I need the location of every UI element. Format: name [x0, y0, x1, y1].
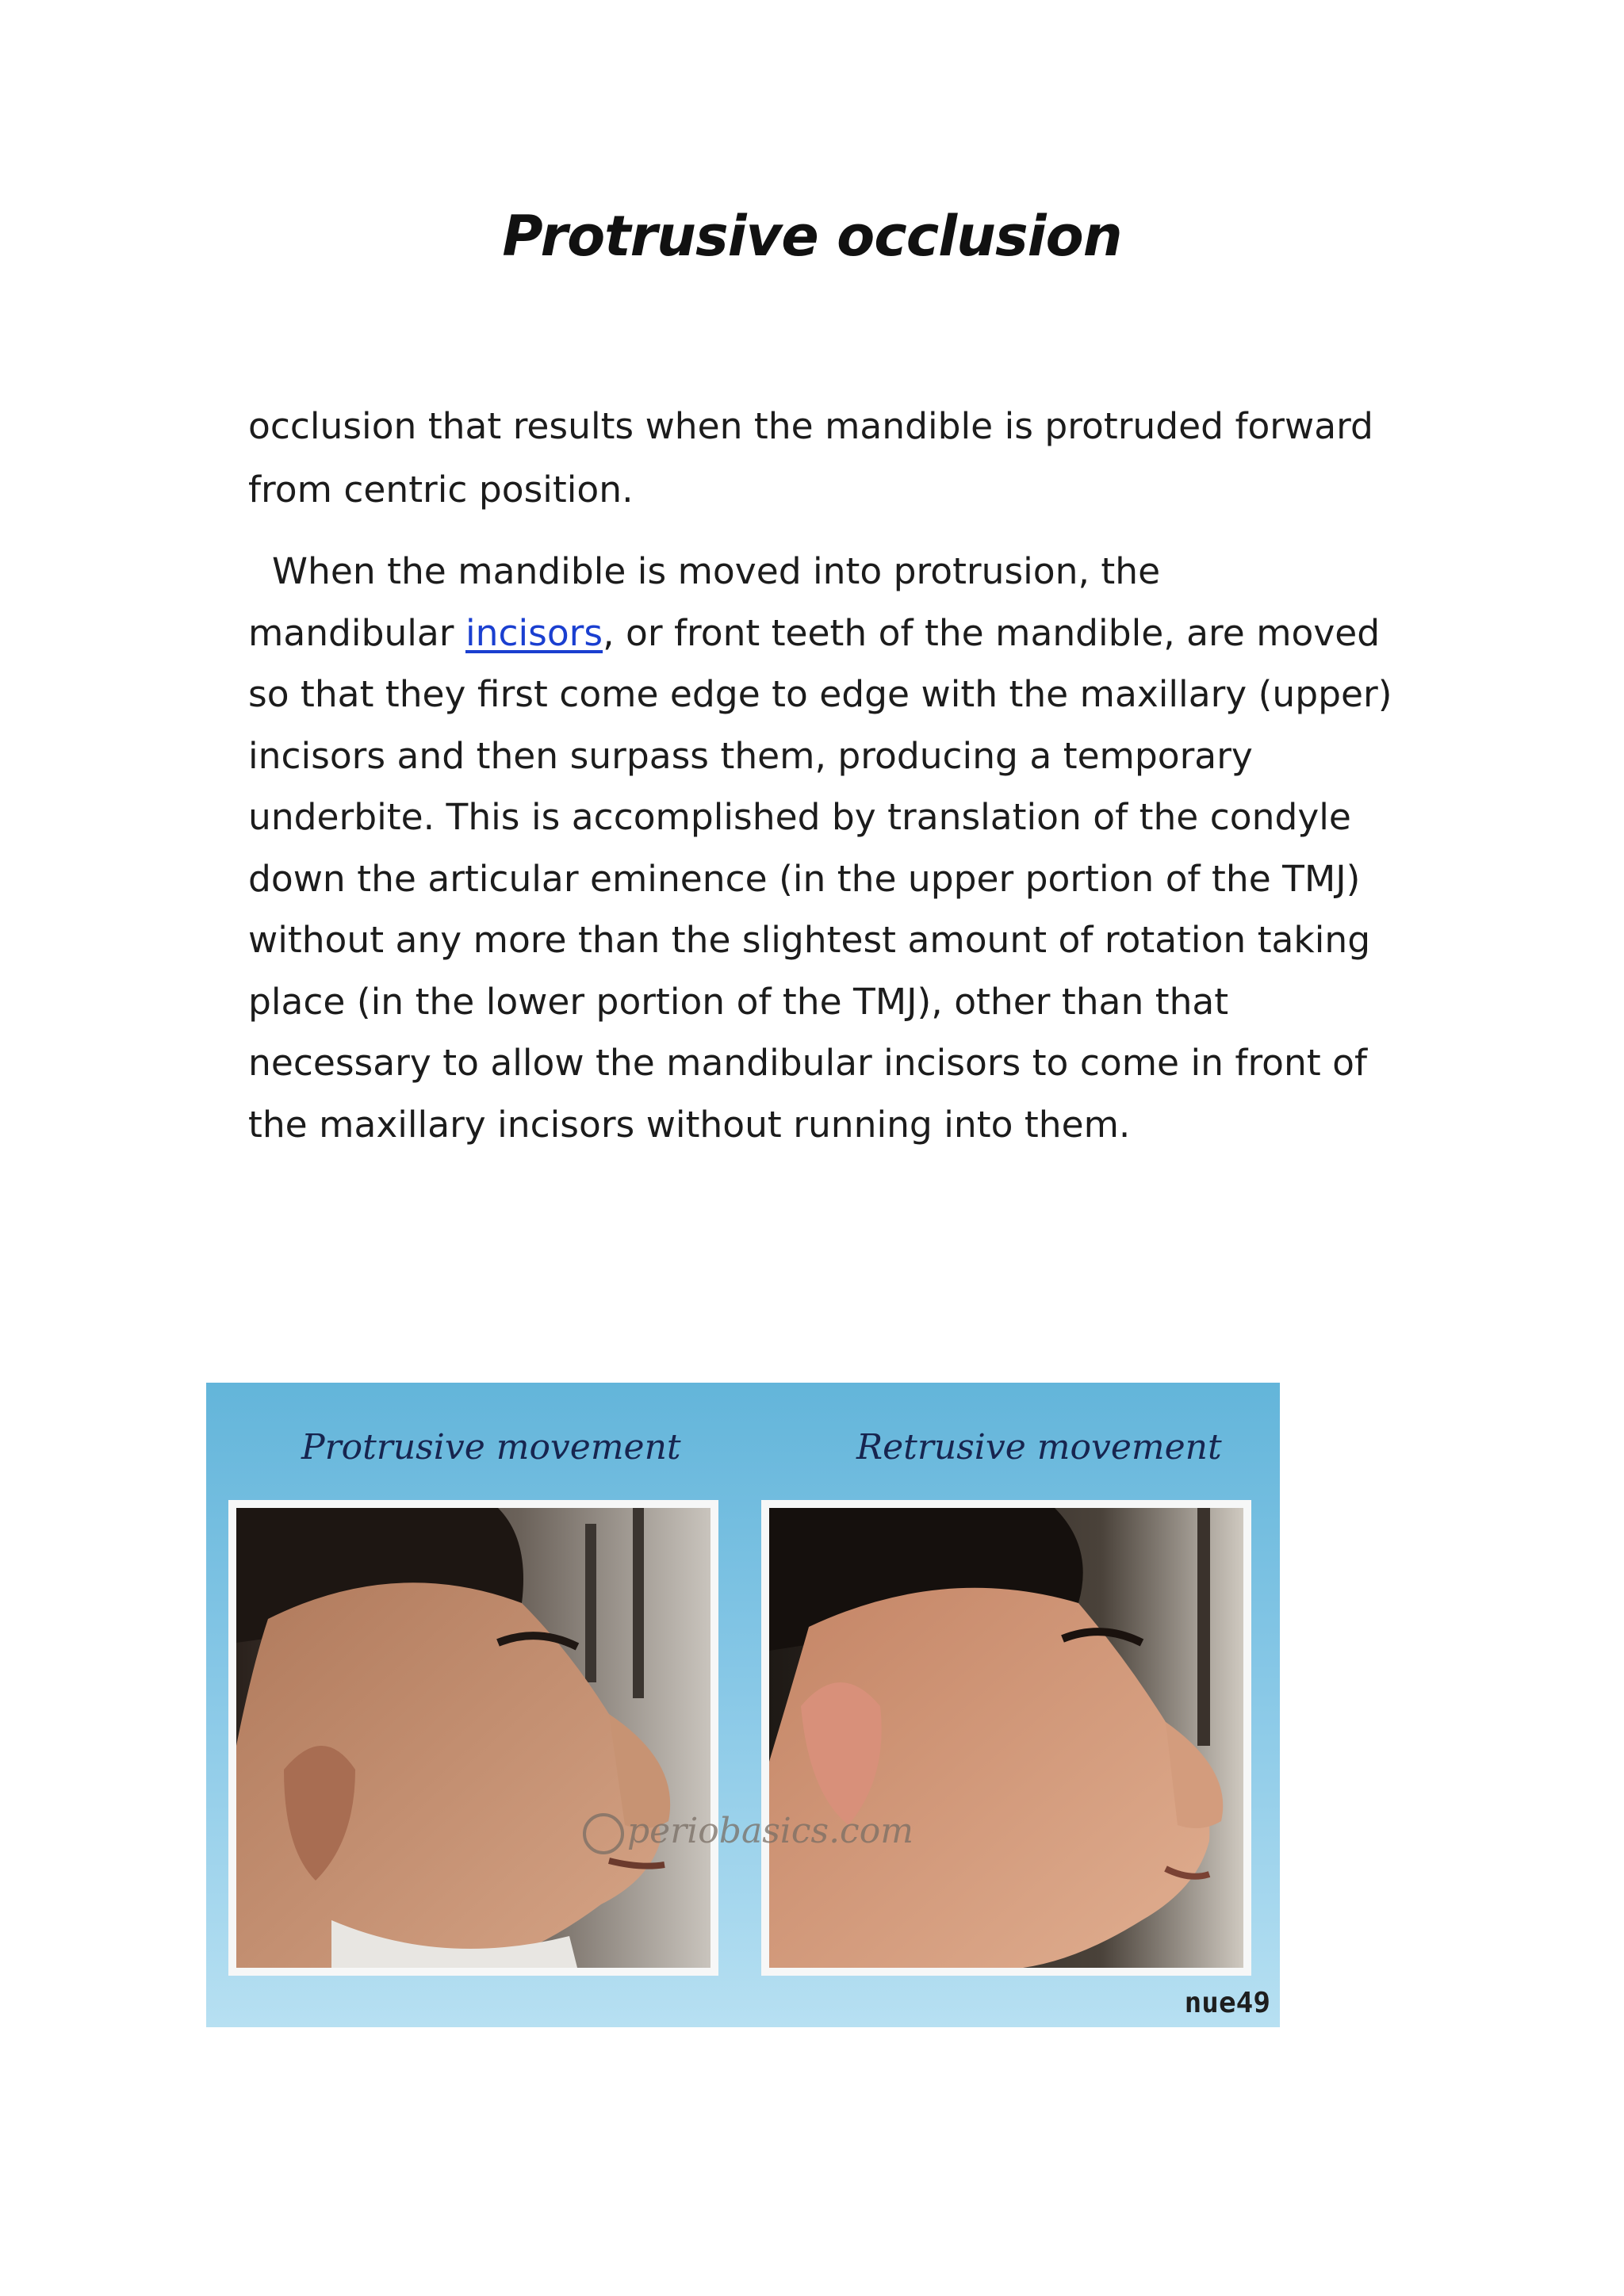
retrusive-face-illustration: [769, 1508, 1243, 1968]
retrusive-caption: Retrusive movement: [856, 1427, 1222, 1468]
text-line: the maxillary incisors without running into them.: [248, 1103, 1131, 1146]
incisors-link[interactable]: incisors: [465, 611, 603, 654]
signature: nue49: [1184, 1987, 1270, 2019]
text-fragment: mandibular: [248, 611, 465, 654]
text-line: underbite. This is accomplished by translation of the condyle: [248, 796, 1351, 838]
text-line: so that they first come edge to edge with the maxillary (upper): [248, 673, 1392, 715]
text-line: down the articular eminence (in the upper portion of the TMJ): [248, 857, 1361, 900]
text-line: incisors and then surpass them, producing a temporary: [248, 734, 1253, 777]
explanation-paragraph: [248, 541, 1392, 1155]
text-line: occlusion that results when the mandible is protruded forward: [248, 405, 1373, 447]
protrusive-face-illustration: [236, 1508, 710, 1968]
text-line: When the mandible is moved into protrusion, the: [272, 550, 1161, 592]
periobasics-watermark: [583, 1811, 914, 1854]
retrusive-photo: [761, 1500, 1251, 1976]
protrusive-caption: Protrusive movement: [301, 1427, 681, 1468]
text-fragment: , or front teeth of the mandible, are moved: [603, 611, 1381, 654]
text-line: without any more than the slightest amount of rotation taking: [248, 919, 1371, 961]
text-line-with-link: [248, 603, 1381, 664]
text-line: place (in the lower portion of the TMJ), other than that: [248, 980, 1229, 1023]
text-line: from centric position.: [248, 469, 634, 511]
watermark-text: periobasics.com: [627, 1811, 914, 1851]
protrusive-photo: [228, 1500, 718, 1976]
definition-paragraph: [248, 395, 1373, 522]
tooth-logo-icon: [583, 1813, 624, 1854]
text-line: necessary to allow the mandibular incisors to come in front of: [248, 1042, 1367, 1084]
page-title: Protrusive occlusion: [502, 204, 1122, 269]
comparison-figure: [206, 1383, 1280, 2027]
